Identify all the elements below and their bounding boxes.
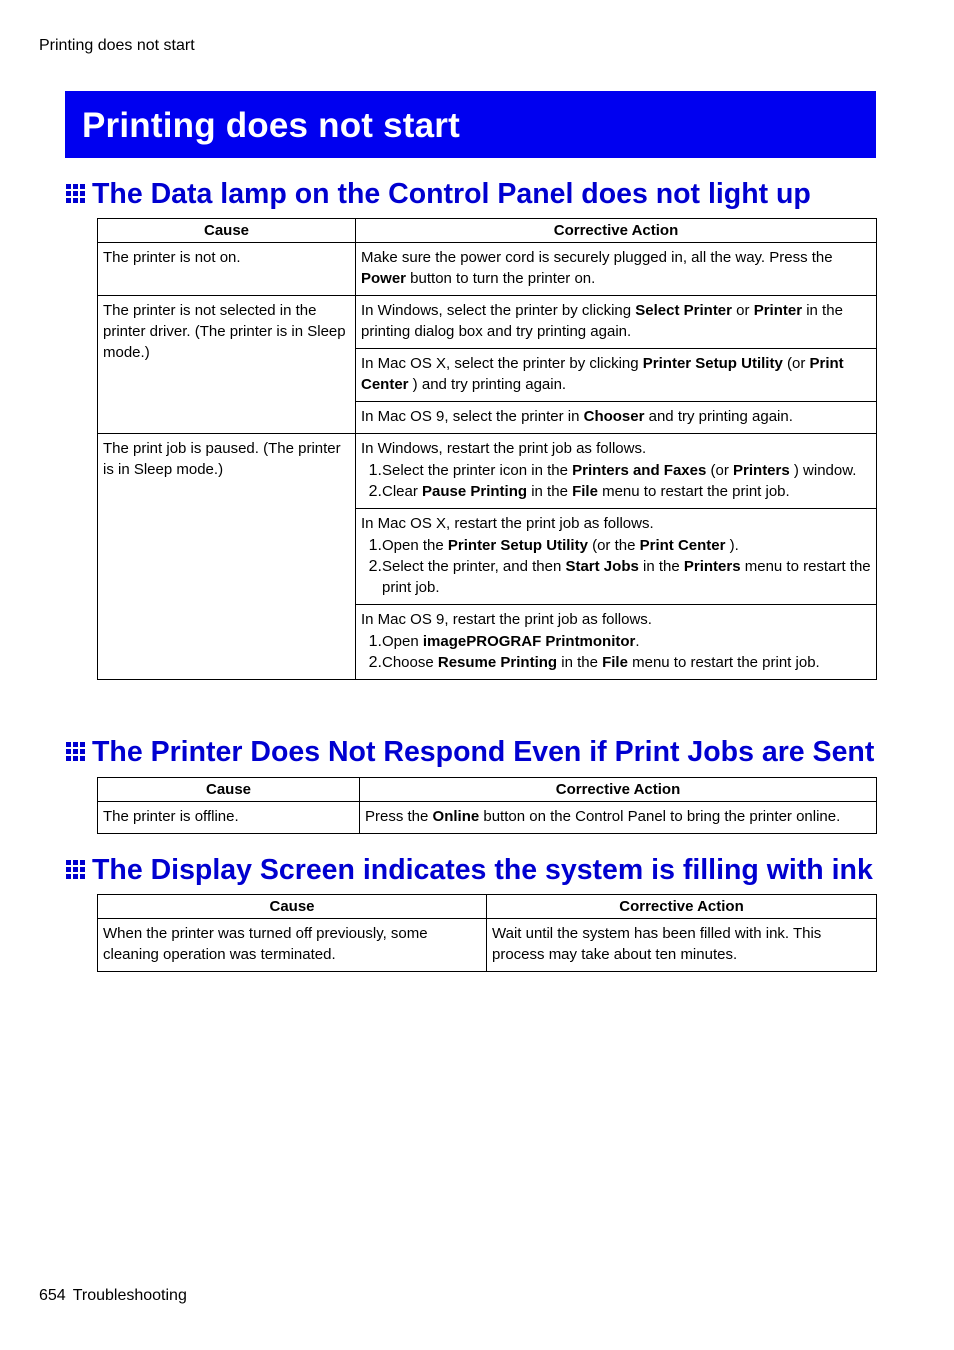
ui-term: imagePROGRAF Printmonitor (422, 633, 636, 650)
action-text: Select the printer, and then (382, 558, 566, 575)
action-cell (356, 349, 877, 402)
ui-term: Printers and Faxes (572, 462, 707, 479)
step-item (361, 460, 871, 481)
action-column-header: Corrective Action (356, 219, 877, 243)
ui-term: Printers (683, 558, 741, 575)
action-text: Press the (365, 808, 433, 825)
cause-cell: The print job is paused. (The printer is in Sleep mode.) (98, 434, 356, 680)
action-intro: In Mac OS 9, restart the print job as follows. (361, 611, 652, 628)
running-header: Printing does not start (39, 37, 195, 54)
page-number: 654 (39, 1287, 66, 1304)
action-text: in the (527, 483, 573, 500)
title-banner (65, 91, 876, 158)
cause-cell: The printer is not on. (98, 243, 356, 296)
ui-term: Resume Printing (437, 654, 558, 671)
step-number: 1. (368, 537, 382, 554)
section-heading-row (65, 735, 877, 769)
ui-term: Printer Setup Utility (447, 537, 588, 554)
table-header-row (98, 895, 877, 919)
action-text: menu to restart the print job. (627, 654, 820, 671)
action-text: In Mac OS 9, select the printer in (361, 408, 584, 425)
action-text: (or (782, 355, 810, 372)
cause-cell: The printer is not selected in the printer driver. (The printer is in Sleep mode.) (98, 296, 356, 434)
action-text: in the (638, 558, 684, 575)
action-text: (or the (587, 537, 640, 554)
action-text: menu to restart the print job. (382, 558, 871, 596)
section-heading-row (65, 853, 877, 887)
step-item (361, 556, 871, 598)
step-number: 1. (368, 633, 382, 650)
section-heading: The Display Screen indicates the system is filling with ink (92, 853, 873, 886)
page-footer (39, 1287, 187, 1305)
step-item (361, 481, 871, 502)
step-list (361, 631, 871, 673)
chapter-name: Troubleshooting (72, 1287, 187, 1304)
cause-cell: The printer is offline. (98, 802, 360, 834)
action-text: Clear (382, 483, 423, 500)
step-item (361, 535, 871, 556)
action-text: button on the Control Panel to bring the printer online. (479, 808, 841, 825)
step-number: 1. (368, 462, 382, 479)
ui-term: Start Jobs (565, 558, 639, 575)
ui-term: Select Printer (635, 302, 732, 319)
table-header-row (98, 219, 877, 243)
ui-term: Print Center (639, 537, 726, 554)
table-row (98, 802, 877, 834)
action-cell (356, 402, 877, 434)
cause-column-header: Cause (98, 895, 487, 919)
section-no-response (65, 735, 877, 834)
ui-term: Printer Setup Utility (642, 355, 783, 372)
action-cell (356, 434, 877, 509)
table-row (98, 296, 877, 349)
cause-column-header: Cause (98, 219, 356, 243)
section-filling-ink (65, 853, 877, 972)
action-text: (or (706, 462, 734, 479)
section-heading: The Printer Does Not Respond Even if Print Jobs are Sent (92, 735, 875, 768)
action-text: Choose (382, 654, 438, 671)
table-row (98, 434, 877, 509)
action-text: In Mac OS X, select the printer by clicking (361, 355, 643, 372)
action-text: in the (557, 654, 603, 671)
section-heading: The Data lamp on the Control Panel does not light up (92, 177, 811, 210)
action-cell (356, 509, 877, 605)
step-list (361, 535, 871, 598)
action-text: in the printing dialog box and try printing again. (361, 302, 843, 340)
action-text: Make sure the power cord is securely plugged in, all the way. Press the (361, 249, 833, 266)
step-number: 2. (368, 483, 382, 500)
ui-term: Power (361, 270, 407, 287)
ui-term: Printer (753, 302, 803, 319)
action-text: ). (725, 537, 739, 554)
ui-term: Pause Printing (422, 483, 528, 500)
action-text: In Windows, select the printer by clicking (361, 302, 636, 319)
cause-column-header: Cause (98, 778, 360, 802)
table-row (98, 919, 877, 972)
step-item (361, 652, 871, 673)
step-number: 2. (368, 558, 382, 575)
ui-term: Print Center (361, 355, 844, 393)
section-data-lamp (65, 177, 877, 680)
action-text: Select the printer icon in the (382, 462, 573, 479)
action-cell (356, 605, 877, 680)
grid-icon (65, 741, 87, 763)
action-text: . (635, 633, 640, 650)
action-cell (356, 243, 877, 296)
table-row (98, 243, 877, 296)
action-cell (356, 296, 877, 349)
grid-icon (65, 183, 87, 205)
ui-term: Online (432, 808, 480, 825)
ui-term: Printers (733, 462, 790, 479)
grid-icon (65, 859, 87, 881)
action-text: button to turn the printer on. (406, 270, 596, 287)
step-item (361, 631, 871, 652)
action-cell (360, 802, 877, 834)
action-column-header: Corrective Action (487, 895, 877, 919)
action-intro: In Mac OS X, restart the print job as follows. (361, 515, 654, 532)
action-column-header: Corrective Action (360, 778, 877, 802)
action-text: ) and try printing again. (408, 376, 567, 393)
page-title: Printing does not start (82, 106, 460, 145)
table-header-row (98, 778, 877, 802)
action-text: Open the (382, 537, 448, 554)
step-list (361, 460, 871, 502)
cause-cell: When the printer was turned off previously, some cleaning operation was terminated. (98, 919, 487, 972)
troubleshooting-table (97, 894, 877, 972)
action-text: and try printing again. (644, 408, 793, 425)
action-text: menu to restart the print job. (597, 483, 790, 500)
action-text: or (732, 302, 754, 319)
step-number: 2. (368, 654, 382, 671)
ui-term: File (602, 654, 628, 671)
action-text: Open (382, 633, 423, 650)
action-cell: Wait until the system has been filled with ink. This process may take about ten minutes. (487, 919, 877, 972)
troubleshooting-table (97, 777, 877, 834)
section-heading-row (65, 177, 877, 211)
action-text: ) window. (789, 462, 857, 479)
troubleshooting-table (97, 218, 877, 680)
ui-term: Chooser (583, 408, 645, 425)
ui-term: File (572, 483, 598, 500)
action-intro: In Windows, restart the print job as follows. (361, 440, 647, 457)
